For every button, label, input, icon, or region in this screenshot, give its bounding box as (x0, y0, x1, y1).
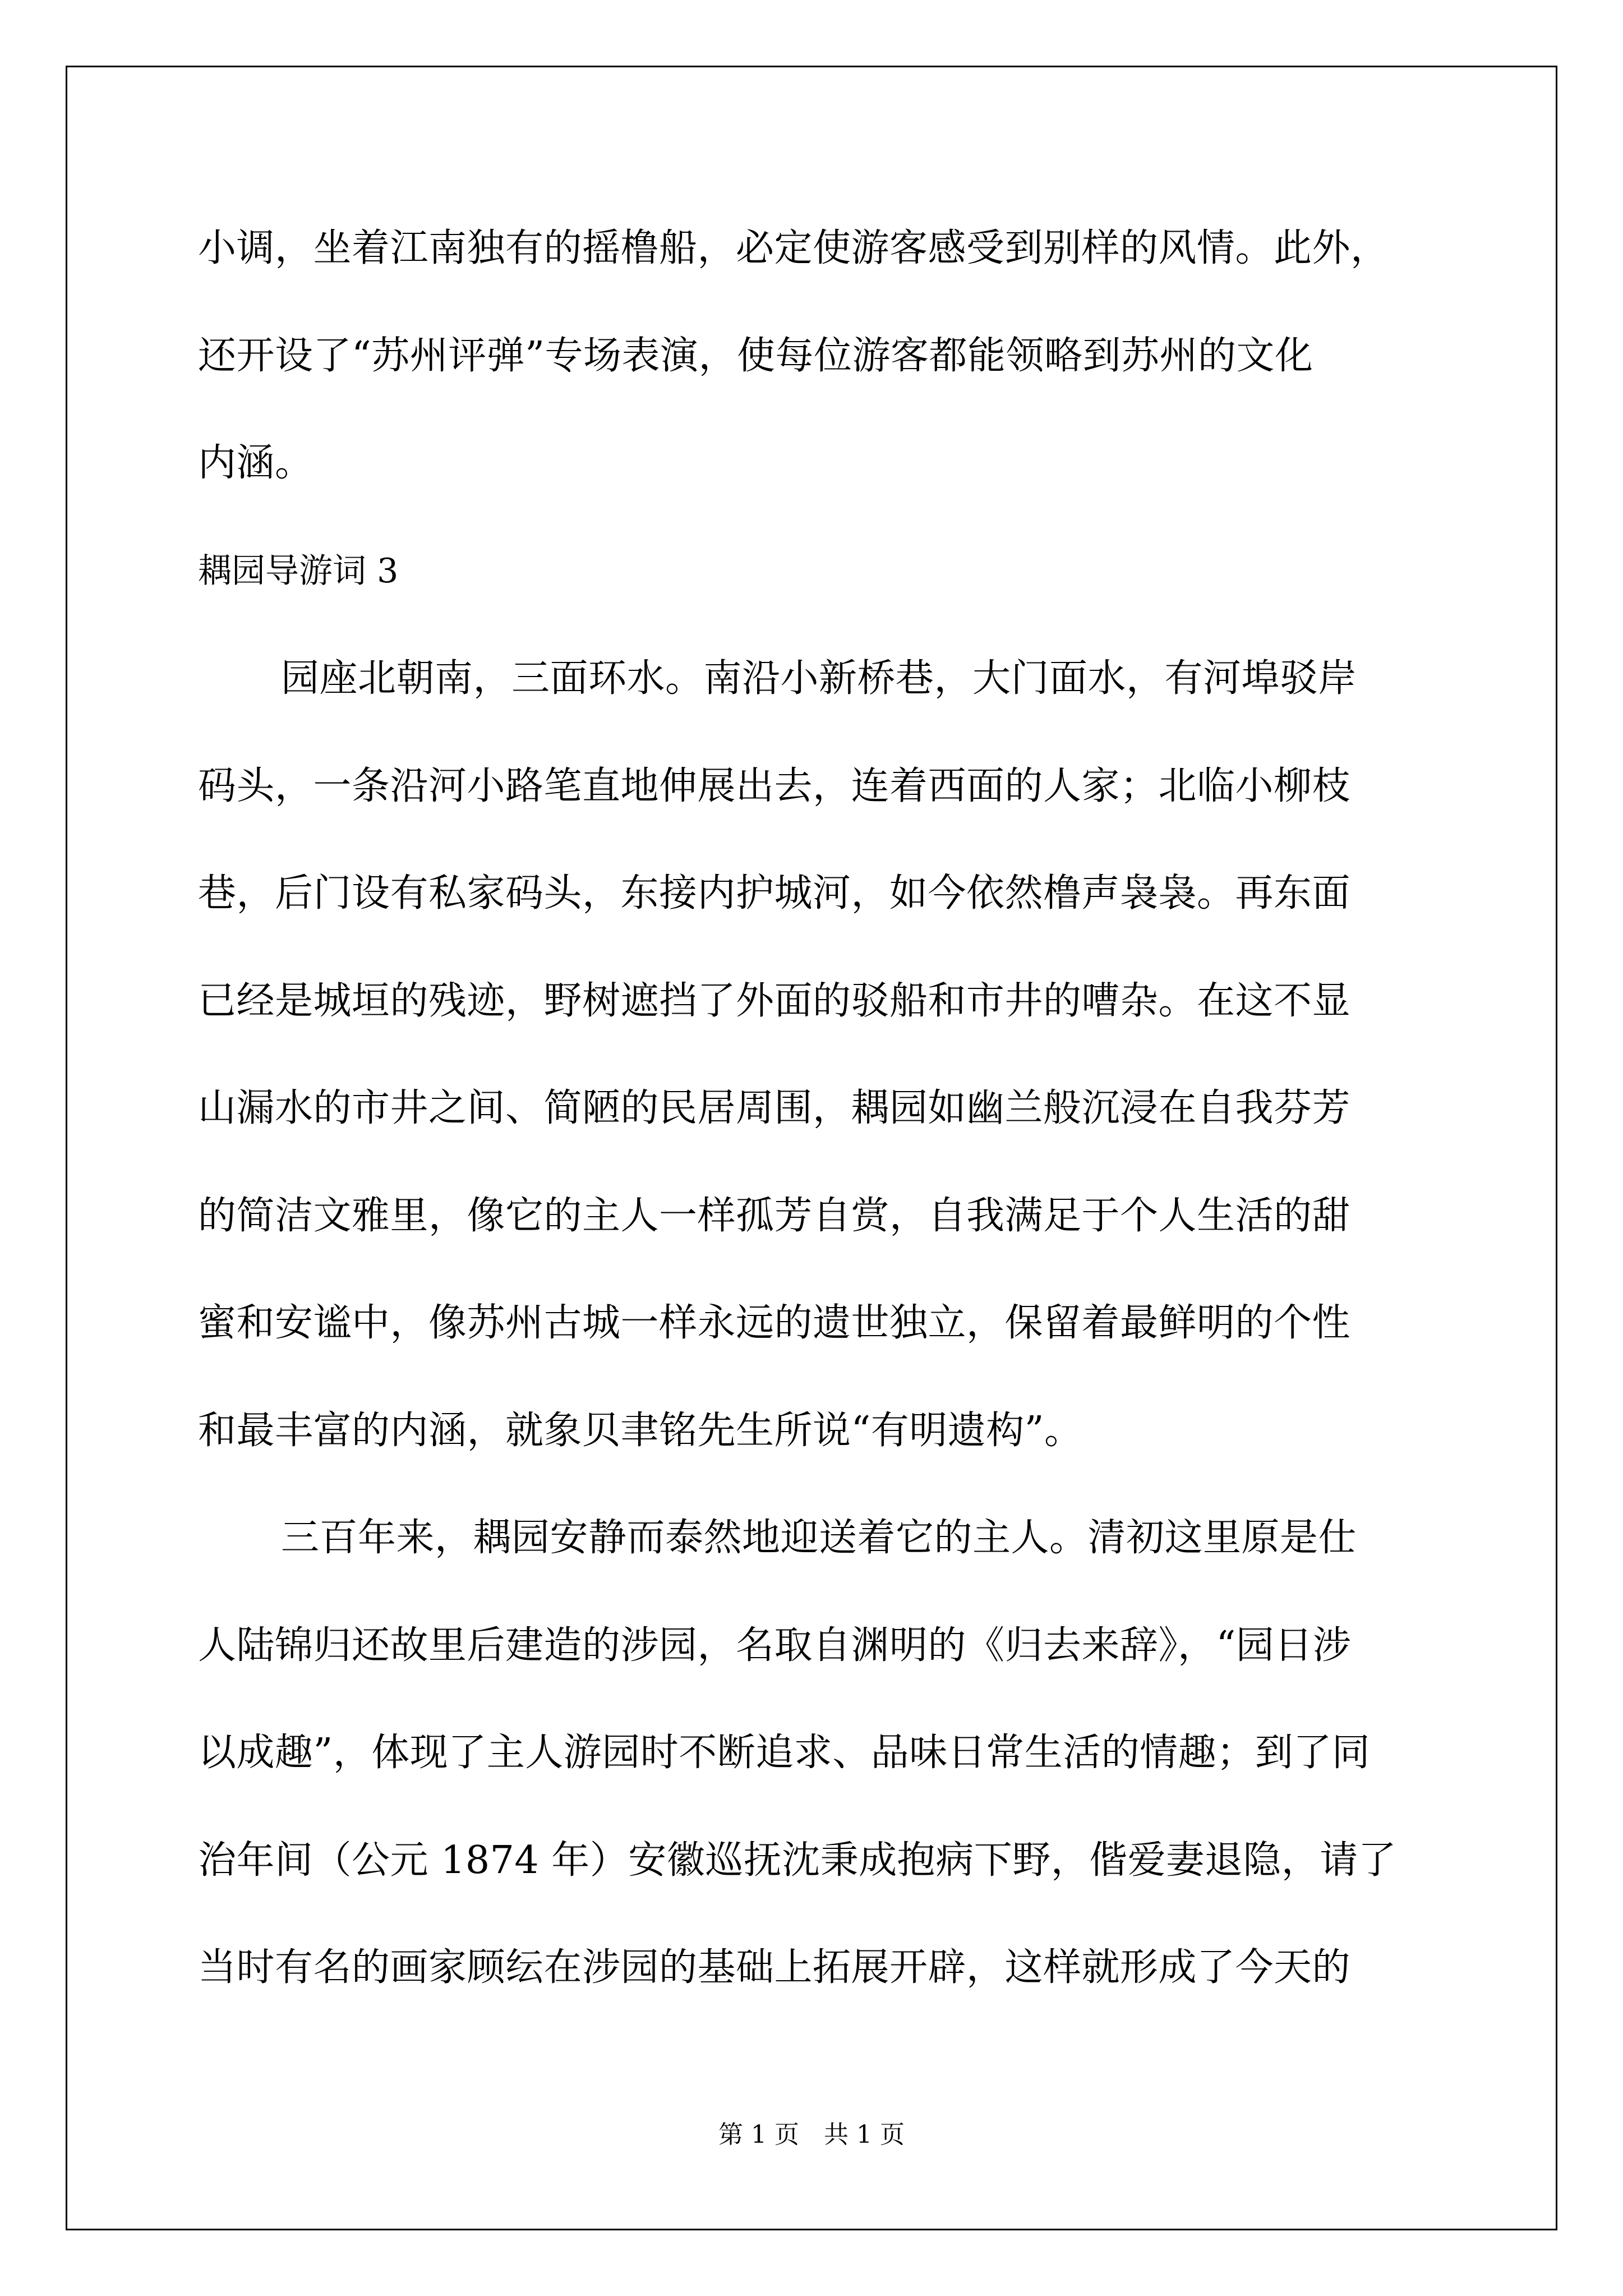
body-text-line: 巷，后门设有私家码头，东接内护城河，如今依然橹声袅袅。再东面 (198, 871, 1351, 915)
body-text-line: 山漏水的市井之间、简陋的民居周围，耦园如幽兰般沉浸在自我芬芳 (198, 1086, 1351, 1130)
body-text-line: 小调，坐着江南独有的摇橹船，必定使游客感受到别样的风情。此外， (198, 226, 1389, 270)
body-text-line: 人陆锦归还故里后建造的涉园，名取自渊明的《归去来辞》，“园日涉 (198, 1623, 1352, 1668)
body-text-line: 还开设了“苏州评弹”专场表演，使每位游客都能领略到苏州的文化 (198, 334, 1313, 378)
body-text-line: 三百年来，耦园安静而泰然地迎送着它的主人。清初这里原是仕 (281, 1516, 1357, 1560)
body-text-line: 园座北朝南，三面环水。南沿小新桥巷，大门面水，有河埠驳岸 (281, 656, 1357, 701)
body-text-line: 内涵。 (198, 441, 313, 485)
body-text-line: 码头，一条沿河小路笔直地伸展出去，连着西面的人家；北临小柳枝 (198, 764, 1351, 808)
body-text-line: 当时有名的画家顾纭在涉园的基础上拓展开辟，这样就形成了今天的 (198, 1945, 1351, 1990)
body-text-line: 以成趣”，体现了主人游园时不断追求、品味日常生活的情趣；到了同 (198, 1731, 1371, 1775)
body-text-line: 已经是城垣的残迹，野树遮挡了外面的驳船和市井的嘈杂。在这不显 (198, 979, 1351, 1023)
body-text-line: 和最丰富的内涵，就象贝聿铭先生所说“有明遗构”。 (198, 1409, 1083, 1453)
page-footer: 第 1 页 共 1 页 (718, 2120, 905, 2149)
section-heading: 耦园导游词 3 (198, 551, 399, 591)
body-text-line: 蜜和安谧中，像苏州古城一样永远的遗世独立，保留着最鲜明的个性 (198, 1301, 1351, 1345)
body-text-line: 的简洁文雅里，像它的主人一样孤芳自赏，自我满足于个人生活的甜 (198, 1194, 1351, 1238)
body-text-line: 治年间（公元 1874 年）安徽巡抚沈秉成抱病下野，偕爱妻退隐，请了 (198, 1838, 1397, 1883)
page-border (66, 66, 1557, 2230)
